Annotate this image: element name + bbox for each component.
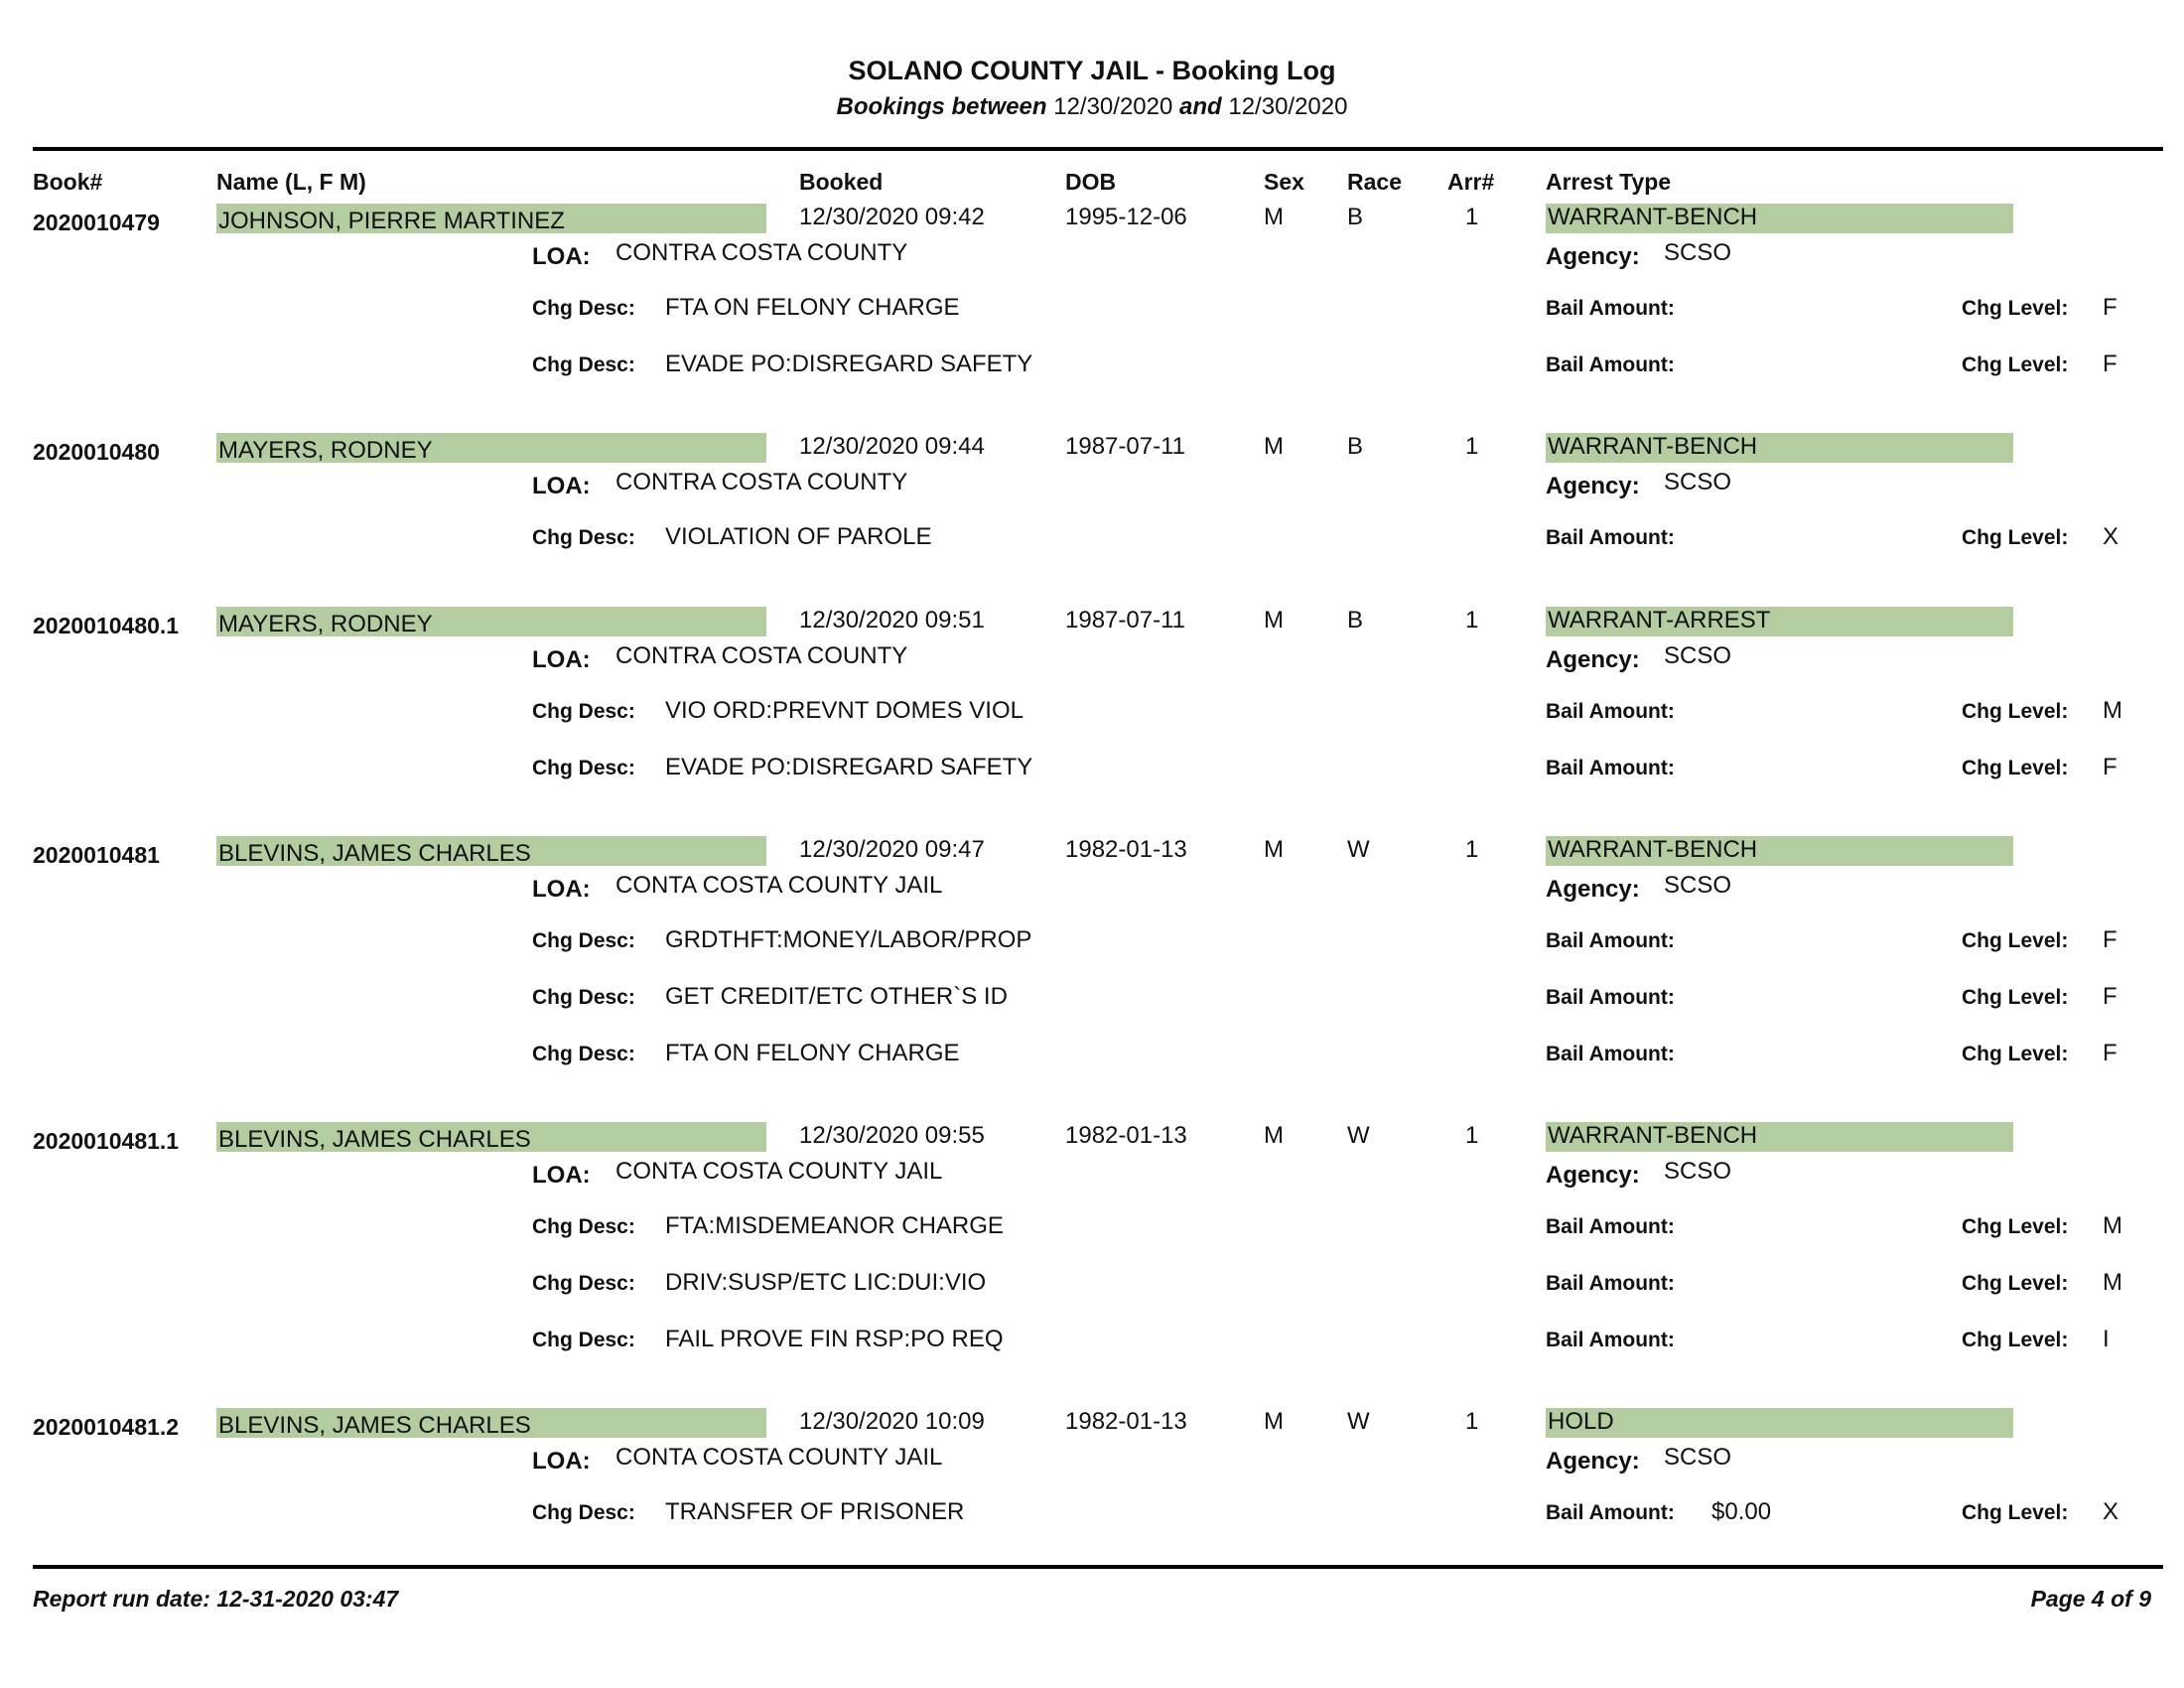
charge-level-label: Chg Level: xyxy=(1962,297,2069,320)
col-header-dob: DOB xyxy=(1065,169,1117,195)
charge-description: TRANSFER OF PRISONER xyxy=(665,1498,965,1525)
sex-value: M xyxy=(1264,1408,1284,1435)
charge-desc-label: Chg Desc: xyxy=(532,929,635,952)
col-header-sex: Sex xyxy=(1264,169,1304,195)
charge-level-value: F xyxy=(2103,351,2117,377)
col-header-arrest-type: Arrest Type xyxy=(1546,169,1672,195)
arrest-number: 1 xyxy=(1465,607,1479,633)
charge-level-value: M xyxy=(2103,697,2122,724)
date-of-birth: 1995-12-06 xyxy=(1065,204,1187,230)
charge-level-label: Chg Level: xyxy=(1962,986,2069,1009)
report-run-date: Report run date: 12-31-2020 03:47 xyxy=(33,1586,399,1612)
charge-description: FTA ON FELONY CHARGE xyxy=(665,1040,960,1066)
bail-amount-label: Bail Amount: xyxy=(1546,986,1675,1009)
charge-desc-label: Chg Desc: xyxy=(532,1272,635,1295)
agency-label: Agency: xyxy=(1546,876,1640,903)
top-divider xyxy=(33,147,2163,151)
race-value: B xyxy=(1347,433,1364,460)
inmate-name: BLEVINS, JAMES CHARLES xyxy=(218,840,531,867)
charge-level-label: Chg Level: xyxy=(1962,1501,2069,1524)
charge-desc-label: Chg Desc: xyxy=(532,297,635,320)
charge-level-value: M xyxy=(2103,1269,2122,1296)
booked-datetime: 12/30/2020 09:55 xyxy=(799,1122,985,1149)
charge-level-label: Chg Level: xyxy=(1962,757,2069,779)
loa-value: CONTRA COSTA COUNTY xyxy=(615,239,908,266)
subtitle-end-date: 12/30/2020 xyxy=(1228,93,1348,120)
inmate-name: JOHNSON, PIERRE MARTINEZ xyxy=(218,208,565,234)
loa-label: LOA: xyxy=(532,1162,591,1189)
sex-value: M xyxy=(1264,1122,1284,1149)
charge-level-value: X xyxy=(2103,1498,2119,1525)
arrest-type: WARRANT-ARREST xyxy=(1548,607,1771,633)
charge-level-value: F xyxy=(2103,1040,2117,1066)
col-header-arr: Arr# xyxy=(1447,169,1495,195)
booked-datetime: 12/30/2020 09:42 xyxy=(799,204,985,230)
charge-desc-label: Chg Desc: xyxy=(532,526,635,549)
book-number: 2020010481 xyxy=(33,842,160,868)
sex-value: M xyxy=(1264,836,1284,863)
agency-value: SCSO xyxy=(1664,239,1732,266)
charge-level-label: Chg Level: xyxy=(1962,353,2069,376)
loa-value: CONTRA COSTA COUNTY xyxy=(615,469,908,495)
loa-label: LOA: xyxy=(532,1448,591,1475)
arrest-number: 1 xyxy=(1465,433,1479,460)
charge-description: FTA ON FELONY CHARGE xyxy=(665,294,960,321)
charge-desc-label: Chg Desc: xyxy=(532,1329,635,1351)
race-value: W xyxy=(1347,1408,1370,1435)
arrest-type: WARRANT-BENCH xyxy=(1548,1122,1758,1149)
book-number: 2020010479 xyxy=(33,210,160,235)
inmate-name: BLEVINS, JAMES CHARLES xyxy=(218,1412,531,1439)
date-of-birth: 1987-07-11 xyxy=(1065,607,1185,633)
bail-amount-label: Bail Amount: xyxy=(1546,929,1675,952)
booked-datetime: 12/30/2020 10:09 xyxy=(799,1408,985,1435)
sex-value: M xyxy=(1264,204,1284,230)
charge-level-value: F xyxy=(2103,983,2117,1010)
col-header-name: Name (L, F M) xyxy=(216,169,366,195)
col-header-booked: Booked xyxy=(799,169,884,195)
arrest-type-highlight xyxy=(1546,1408,2013,1438)
charge-level-label: Chg Level: xyxy=(1962,1215,2069,1238)
page-number: Page 4 of 9 xyxy=(2030,1586,2151,1612)
charge-level-label: Chg Level: xyxy=(1962,1043,2069,1065)
charge-level-value: F xyxy=(2103,754,2117,780)
loa-value: CONTRA COSTA COUNTY xyxy=(615,642,908,669)
charge-description: FAIL PROVE FIN RSP:PO REQ xyxy=(665,1326,1004,1352)
loa-label: LOA: xyxy=(532,243,591,270)
col-header-race: Race xyxy=(1347,169,1402,195)
report-subtitle xyxy=(0,93,2184,121)
agency-label: Agency: xyxy=(1546,1162,1640,1189)
agency-label: Agency: xyxy=(1546,473,1640,499)
loa-value: CONTA COSTA COUNTY JAIL xyxy=(615,872,943,899)
bail-amount-label: Bail Amount: xyxy=(1546,353,1675,376)
loa-value: CONTA COSTA COUNTY JAIL xyxy=(615,1158,943,1185)
charge-level-value: I xyxy=(2103,1326,2110,1352)
charge-desc-label: Chg Desc: xyxy=(532,353,635,376)
arrest-type: WARRANT-BENCH xyxy=(1548,433,1758,460)
sex-value: M xyxy=(1264,433,1284,460)
bail-amount-label: Bail Amount: xyxy=(1546,1215,1675,1238)
charge-desc-label: Chg Desc: xyxy=(532,1501,635,1524)
loa-label: LOA: xyxy=(532,646,591,673)
charge-description: DRIV:SUSP/ETC LIC:DUI:VIO xyxy=(665,1269,987,1296)
report-title: SOLANO COUNTY JAIL - Booking Log xyxy=(848,56,1336,85)
bail-amount-label: Bail Amount: xyxy=(1546,1272,1675,1295)
charge-description: EVADE PO:DISREGARD SAFETY xyxy=(665,351,1033,377)
sex-value: M xyxy=(1264,607,1284,633)
charge-level-label: Chg Level: xyxy=(1962,929,2069,952)
bottom-divider xyxy=(33,1565,2163,1569)
charge-level-label: Chg Level: xyxy=(1962,1272,2069,1295)
charge-description: GET CREDIT/ETC OTHER`S ID xyxy=(665,983,1008,1010)
charge-desc-label: Chg Desc: xyxy=(532,1215,635,1238)
charge-level-value: X xyxy=(2103,523,2119,550)
loa-label: LOA: xyxy=(532,473,591,499)
inmate-name: BLEVINS, JAMES CHARLES xyxy=(218,1126,531,1153)
arrest-number: 1 xyxy=(1465,1408,1479,1435)
charge-level-value: F xyxy=(2103,926,2117,953)
agency-label: Agency: xyxy=(1546,243,1640,270)
subtitle-and: and xyxy=(1179,93,1222,120)
bail-amount-value: $0.00 xyxy=(1711,1498,1772,1525)
loa-label: LOA: xyxy=(532,876,591,903)
agency-value: SCSO xyxy=(1664,1444,1732,1471)
book-number: 2020010480.1 xyxy=(33,613,180,638)
date-of-birth: 1982-01-13 xyxy=(1065,836,1187,863)
book-number: 2020010481.1 xyxy=(33,1128,180,1154)
booked-datetime: 12/30/2020 09:44 xyxy=(799,433,985,460)
race-value: B xyxy=(1347,607,1364,633)
col-header-book: Book# xyxy=(33,169,103,195)
loa-value: CONTA COSTA COUNTY JAIL xyxy=(615,1444,943,1471)
arrest-number: 1 xyxy=(1465,836,1479,863)
charge-desc-label: Chg Desc: xyxy=(532,986,635,1009)
charge-level-label: Chg Level: xyxy=(1962,700,2069,723)
bail-amount-label: Bail Amount: xyxy=(1546,1329,1675,1351)
bail-amount-label: Bail Amount: xyxy=(1546,1043,1675,1065)
bail-amount-label: Bail Amount: xyxy=(1546,526,1675,549)
charge-description: VIOLATION OF PAROLE xyxy=(665,523,932,550)
agency-value: SCSO xyxy=(1664,469,1732,495)
bail-amount-label: Bail Amount: xyxy=(1546,757,1675,779)
charge-level-value: F xyxy=(2103,294,2117,321)
booked-datetime: 12/30/2020 09:47 xyxy=(799,836,985,863)
date-of-birth: 1982-01-13 xyxy=(1065,1122,1187,1149)
charge-desc-label: Chg Desc: xyxy=(532,757,635,779)
charge-description: FTA:MISDEMEANOR CHARGE xyxy=(665,1212,1004,1239)
arrest-number: 1 xyxy=(1465,1122,1479,1149)
charge-level-label: Chg Level: xyxy=(1962,526,2069,549)
race-value: B xyxy=(1347,204,1364,230)
inmate-name: MAYERS, RODNEY xyxy=(218,611,433,637)
agency-value: SCSO xyxy=(1664,872,1732,899)
charge-description: VIO ORD:PREVNT DOMES VIOL xyxy=(665,697,1024,724)
arrest-type: WARRANT-BENCH xyxy=(1548,836,1758,863)
race-value: W xyxy=(1347,1122,1370,1149)
agency-label: Agency: xyxy=(1546,646,1640,673)
bail-amount-label: Bail Amount: xyxy=(1546,700,1675,723)
agency-value: SCSO xyxy=(1664,1158,1732,1185)
charge-level-label: Chg Level: xyxy=(1962,1329,2069,1351)
agency-label: Agency: xyxy=(1546,1448,1640,1475)
agency-value: SCSO xyxy=(1664,642,1732,669)
charge-desc-label: Chg Desc: xyxy=(532,700,635,723)
charge-desc-label: Chg Desc: xyxy=(532,1043,635,1065)
booked-datetime: 12/30/2020 09:51 xyxy=(799,607,985,633)
inmate-name: MAYERS, RODNEY xyxy=(218,437,433,464)
date-of-birth: 1982-01-13 xyxy=(1065,1408,1187,1435)
arrest-number: 1 xyxy=(1465,204,1479,230)
bail-amount-label: Bail Amount: xyxy=(1546,1501,1675,1524)
subtitle-prefix: Bookings between xyxy=(836,93,1047,120)
date-of-birth: 1987-07-11 xyxy=(1065,433,1185,460)
arrest-type: HOLD xyxy=(1548,1408,1614,1435)
race-value: W xyxy=(1347,836,1370,863)
charge-description: EVADE PO:DISREGARD SAFETY xyxy=(665,754,1033,780)
book-number: 2020010481.2 xyxy=(33,1414,180,1440)
charge-description: GRDTHFT:MONEY/LABOR/PROP xyxy=(665,926,1032,953)
arrest-type: WARRANT-BENCH xyxy=(1548,204,1758,230)
subtitle-start-date: 12/30/2020 xyxy=(1053,93,1173,120)
book-number: 2020010480 xyxy=(33,439,160,465)
bail-amount-label: Bail Amount: xyxy=(1546,297,1675,320)
charge-level-value: M xyxy=(2103,1212,2122,1239)
